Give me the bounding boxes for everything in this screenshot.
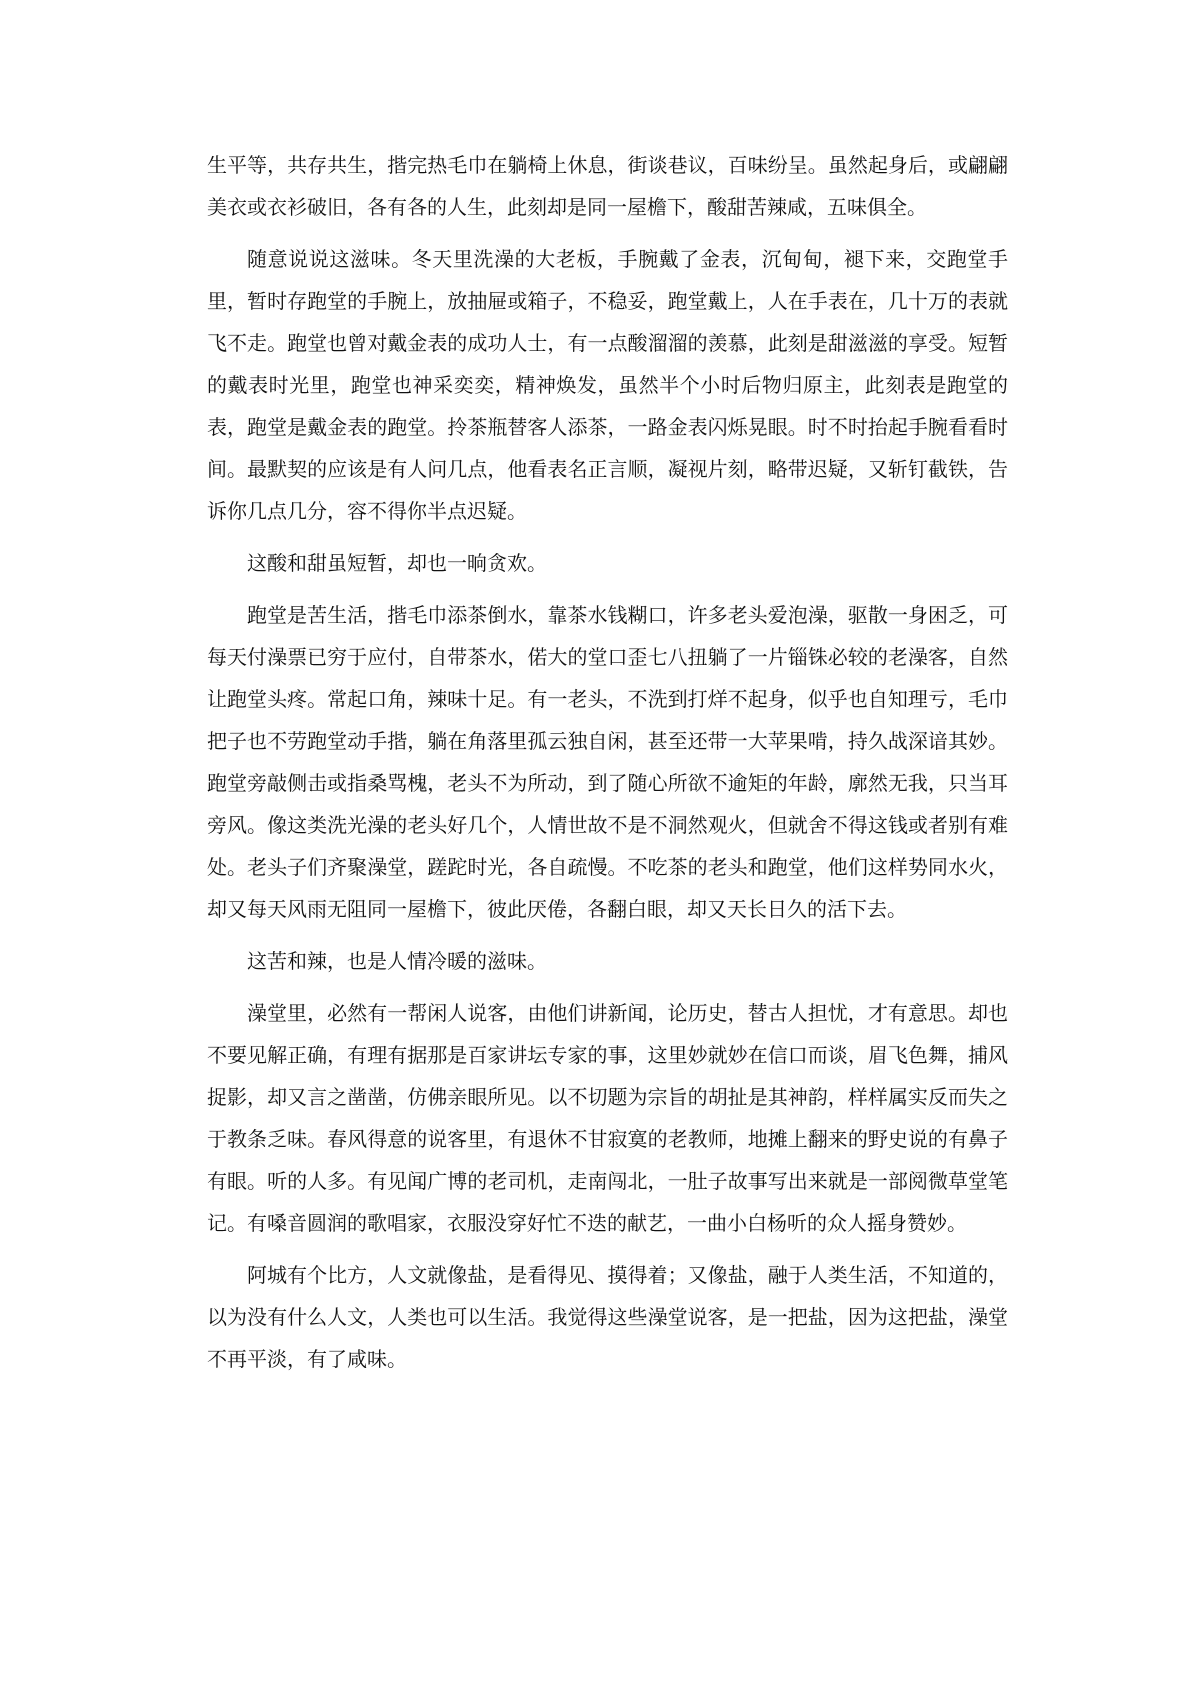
paragraph-2: 随意说说这滋味。冬天里洗澡的大老板，手腕戴了金表，沉甸甸，褪下来，交跑堂手里，暂时存跑堂的手腕上，放抽屉或箱子，不稳妥，跑堂戴上，人在手表在，几十万的表就飞不走。跑堂也曾对戴金表的成功人士，有一点酸溜溜的羡慕，此刻是甜滋滋的享受。短暂的戴表时光里，跑堂也神采奕奕，精神焕发，虽然半个小时后物归原主，此刻表是跑堂的表，跑堂是戴金表的跑堂。拎茶瓶替客人添茶，一路金表闪烁晃眼。时不时抬起手腕看看时间。最默契的应该是有人问几点，他看表名正言顺，凝视片刻，略带迟疑，又斩钉截铁，告诉你几点几分，容不得你半点迟疑。 bbox=[207, 247, 1008, 523]
paragraph-5: 这苦和辣，也是人情冷暖的滋味。 bbox=[247, 949, 547, 973]
paragraph-4: 跑堂是苦生活，揩毛巾添茶倒水，靠茶水钱糊口，许多老头爱泡澡，驱散一身困乏，可每天付澡票已穷于应付，自带茶水，偌大的堂口歪七八扭躺了一片锱铢必较的老澡客，自然让跑堂头疼。常起口角，辣味十足。有一老头，不洗到打烊不起身，似乎也自知理亏，毛巾把子也不劳跑堂动手揩，躺在角落里孤云独自闲，甚至还带一大苹果啃，持久战深谙其妙。跑堂旁敲侧击或指桑骂槐，老头不为所动，到了随心所欲不逾矩的年龄，廓然无我，只当耳旁风。像这类洗光澡的老头好几个，人情世故不是不洞然观火，但就舍不得这钱或者别有难处。老头子们齐聚澡堂，蹉跎时光，各自疏慢。不吃茶的老头和跑堂，他们这样势同水火，却又每天风雨无阻同一屋檐下，彼此厌倦，各翻白眼，却又天长日久的活下去。 bbox=[207, 603, 1008, 921]
paragraph-6: 澡堂里，必然有一帮闲人说客，由他们讲新闻，论历史，替古人担忧，才有意思。却也不要见解正确，有理有据那是百家讲坛专家的事，这里妙就妙在信口而谈，眉飞色舞，捕风捉影，却又言之凿凿，仿佛亲眼所见。以不切题为宗旨的胡扯是其神韵，样样属实反而失之于教条乏味。春风得意的说客里，有退休不甘寂寞的老教师，地摊上翻来的野史说的有鼻子有眼。听的人多。有见闻广博的老司机，走南闯北，一肚子故事写出来就是一部阅微草堂笔记。有嗓音圆润的歌唱家，衣服没穿好忙不迭的献艺，一曲小白杨听的众人摇身赞妙。 bbox=[207, 1001, 1008, 1235]
paragraph-1: 生平等，共存共生，揩完热毛巾在躺椅上休息，街谈巷议，百味纷呈。虽然起身后，或翩翩美衣或衣衫破旧，各有各的人生，此刻却是同一屋檐下，酸甜苦辣咸，五味俱全。 bbox=[207, 153, 1008, 219]
paragraph-3: 这酸和甜虽短暂，却也一晌贪欢。 bbox=[247, 551, 547, 575]
paragraph-7: 阿城有个比方，人文就像盐，是看得见、摸得着；又像盐，融于人类生活，不知道的，以为没有什么人文，人类也可以生活。我觉得这些澡堂说客，是一把盐，因为这把盐，澡堂不再平淡，有了咸味。 bbox=[207, 1263, 1008, 1371]
